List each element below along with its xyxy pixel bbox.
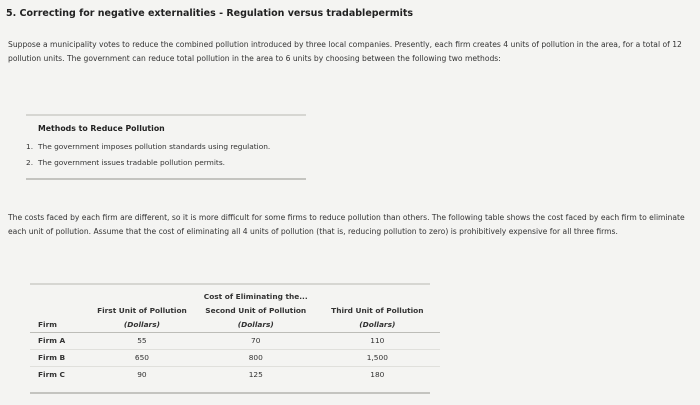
table-row: [30, 367, 440, 384]
cost-first-unit: 55: [87, 333, 197, 350]
column-header-first: First Unit of Pollution: [97, 306, 187, 315]
firm-name: Firm A: [30, 333, 87, 350]
cost-second-unit: 70: [197, 333, 315, 350]
table-top-divider: [30, 283, 430, 285]
cost-table: [30, 290, 440, 383]
firm-name: Firm B: [30, 350, 87, 367]
method-number: 1.: [26, 142, 34, 151]
units-label: (Dollars): [315, 318, 440, 333]
group-header: Cost of Eliminating the...: [203, 292, 308, 301]
column-header-second: Second Unit of Pollution: [205, 306, 307, 315]
table-units-row: [30, 318, 440, 333]
firm-name: Firm C: [38, 370, 65, 379]
costs-paragraph: The costs faced by each firm are different, so it is more difficult for some firms to reduce pollution than others. The following table shows the cost faced by each firm to eliminate each unit of pollution. Assume that the cost of eliminating all 4 units of pollution (that is, reducing pollution to zero) is prohibitively expensive for all three firms.: [8, 213, 685, 236]
cost-third-unit: 180: [370, 370, 385, 379]
units-label: (Dollars): [197, 318, 315, 333]
cost-third-unit: 1,500: [315, 350, 440, 367]
method-text: The government issues tradable pollution permits.: [38, 158, 226, 167]
question-title: 5. Correcting for negative externalities - Regulation versus tradablepermits: [6, 8, 414, 19]
cost-second-unit: 800: [197, 350, 315, 367]
column-header-firm: Firm: [30, 318, 87, 333]
table-bottom-divider: [30, 392, 430, 394]
table-row: [30, 350, 440, 367]
table-group-header-row: [30, 290, 440, 304]
cost-third-unit: 110: [315, 333, 440, 350]
method-number: 2.: [26, 158, 34, 167]
table-column-header-row: [30, 304, 440, 318]
intro-paragraph: Suppose a municipality votes to reduce the combined pollution introduced by three local companies. Presently, each firm creates 4 units of pollution in the area, for a total of 12 pollution units. The government can reduce total pollution in the area to 6 units by choosing between the following two methods:: [8, 40, 682, 63]
units-label: (Dollars): [87, 318, 197, 333]
methods-top-divider: [26, 114, 306, 116]
column-header-third: Third Unit of Pollution: [331, 306, 424, 315]
method-item: [26, 155, 270, 171]
table-row: [30, 333, 440, 350]
methods-heading: Methods to Reduce Pollution: [38, 124, 165, 133]
cost-first-unit: 90: [137, 370, 147, 379]
method-text: The government imposes pollution standards using regulation.: [38, 142, 271, 151]
cost-first-unit: 650: [87, 350, 197, 367]
methods-list: [26, 139, 270, 171]
cost-second-unit: 125: [248, 370, 263, 379]
method-item: [26, 139, 270, 155]
methods-bottom-divider: [26, 178, 306, 180]
